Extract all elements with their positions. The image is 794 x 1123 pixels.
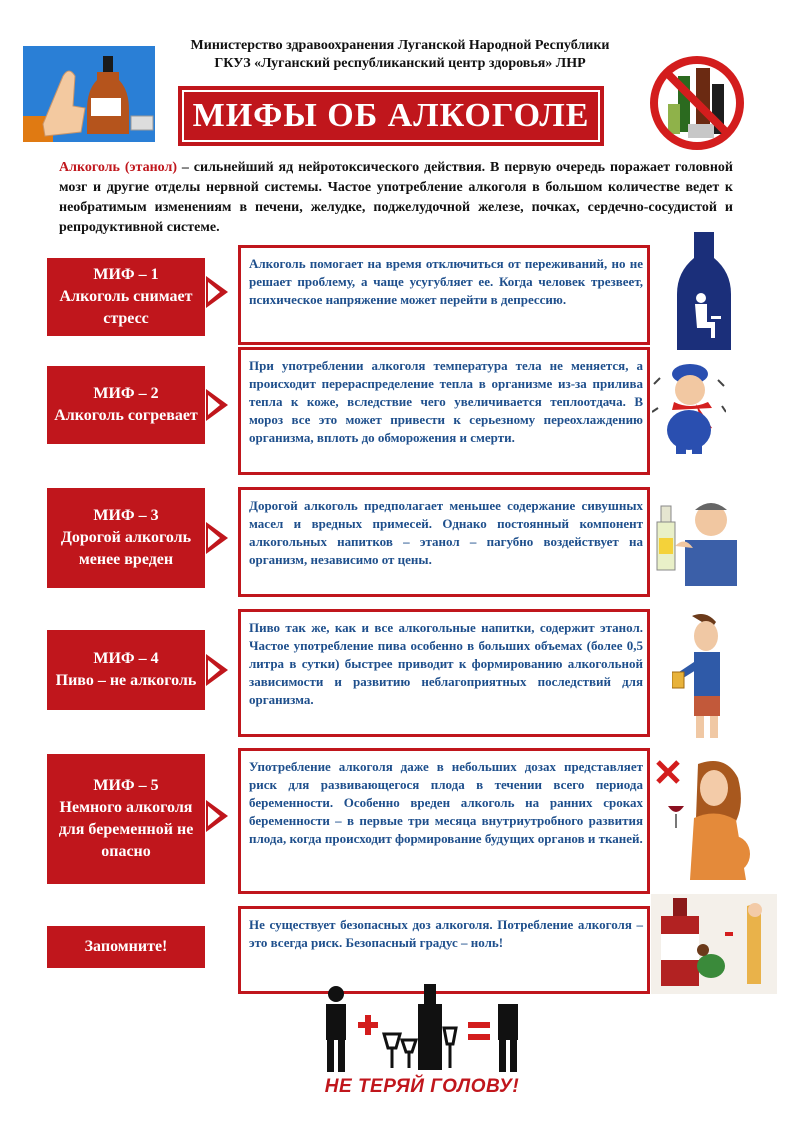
man-holding-bottle-icon — [655, 496, 741, 586]
bottle-chain-family-icon — [651, 894, 777, 994]
pregnant-woman-wine-icon — [656, 758, 752, 880]
intro-text: – сильнейший яд нейротоксического действия. В первую очередь поражает головной мозг и другие отделы нервной системы. Частое употребление алкоголя в большом количестве ведет к необратимым изменениям в печени, желудке, поджелудочной железе, почках, сердечно-сосудистой и репродуктивной системе. — [59, 160, 733, 235]
myth-4-fact: Пиво так же, как и все алкогольные напитки, содержит этанол. Частое употребление пива особенно в больших объемах (более 0,5 литра в сутки) быстрее приводит к формированию алкогольной зависимости и развитию неблагоприятных последствий для организма. — [238, 609, 650, 737]
bottle-depressed-man-icon — [675, 232, 733, 350]
remember-fact: Не существует безопасных доз алкоголя. Потребление алкоголя – это всегда риск. Безопасный градус – ноль! — [238, 906, 650, 994]
ministry-name: Министерство здравоохранения Луганской Народной Республики — [190, 38, 610, 53]
remember-label: Запомните! — [84, 938, 168, 955]
myth-1-fact: Алкоголь помогает на время отключиться от переживаний, но не решает проблему, а чаще усугубляет ее. Когда человек трезвеет, психическое напряжение может перейти в депрессию. — [238, 245, 650, 345]
myth-3-fact: Дорогой алкоголь предполагает меньшее содержание сивушных масел и вредных примесей. Однако постоянный компонент алкогольных напитков – этанол – пагубно воздействует на организм, независимо от цены. — [238, 487, 650, 597]
myth-5-arrow — [206, 800, 228, 832]
intro-paragraph — [59, 158, 733, 238]
intro-term: Алкоголь (этанол) — [59, 160, 177, 175]
page-title: МИФЫ ОБ АЛКОГОЛЕ — [182, 90, 600, 142]
myth-5-fact: Употребление алкоголя даже в небольших дозах представляет риск для развивающегося плода в течении всего периода беременности. Особенно вреден алкоголь на ранних сроках беременности – в первые три месяца внутриутробного развития плода, когда происходит формирование будущих органов и тканей. — [238, 748, 650, 894]
myth-1-label: МИФ – 1 — [93, 266, 159, 283]
myth-2-box — [47, 366, 205, 444]
myth-2-arrow — [206, 389, 228, 421]
myth-4-box — [47, 630, 205, 710]
myth-4-arrow — [206, 654, 228, 686]
myth-5-box — [47, 754, 205, 884]
stop-hand-bottle-icon — [23, 46, 155, 142]
myth-4-title: Пиво – не алкоголь — [55, 672, 197, 689]
man-with-beer-icon — [672, 612, 732, 740]
title-banner — [178, 86, 604, 146]
myth-1-arrow — [206, 276, 228, 308]
myth-3-arrow — [206, 522, 228, 554]
center-name: ГКУЗ «Луганский республиканский центр здоровья» ЛНР — [214, 56, 586, 71]
myth-1-box — [47, 258, 205, 336]
myth-3-box — [47, 488, 205, 588]
man-plus-alcohol-equals-headless-icon — [318, 984, 526, 1074]
myth-2-title: Алкоголь согревает — [54, 407, 198, 424]
myth-5-title: Немного алкоголя для беременной не опасно — [58, 799, 194, 860]
slogan: НЕ ТЕРЯЙ ГОЛОВУ! — [324, 1076, 520, 1097]
remember-box — [47, 926, 205, 968]
myth-5-label: МИФ – 5 — [93, 777, 159, 794]
myth-4-label: МИФ – 4 — [93, 650, 159, 667]
myth-2-label: МИФ – 2 — [93, 385, 159, 402]
freezing-man-icon — [652, 358, 726, 454]
no-alcohol-sign-icon — [648, 54, 746, 152]
myth-3-label: МИФ – 3 — [93, 507, 159, 524]
myth-2-fact: При употреблении алкоголя температура тела не меняется, а происходит перераспределение тепла в организме из-за прилива тепла к коже, вследствие чего увеличивается теплоотдача. В мороз все это может привести к серьезному переохлаждению организма, вплоть до обморожения и смерти. — [238, 347, 650, 475]
myth-3-title: Дорогой алкоголь менее вреден — [60, 529, 192, 568]
myth-1-title: Алкоголь снимает стресс — [59, 288, 193, 327]
